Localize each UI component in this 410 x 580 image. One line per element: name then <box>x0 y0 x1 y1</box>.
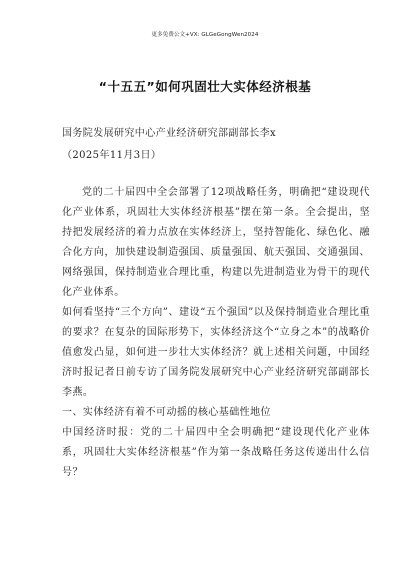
document-body <box>62 183 370 483</box>
header-note: 更多免费公文+VX: GLGeGongWen2024 <box>151 32 259 38</box>
document-title: “十五五”如何巩固壮大实体经济根基 <box>98 79 312 94</box>
paragraph-intro: 党的二十届四中全会部署了12项战略任务，明确把“建设现代化产业体系，巩固壮大实体经济根基”摆在第一条。全会提出，坚持把发展经济的着力点放在实体经济上，坚持智能化、绿色化、融合化方向，加快建设制造强国、质量强国、航天强国、交通强国、网络强国，保持制造业合理比重，构建以先进制造业为骨干的现代化产业体系。 <box>62 187 370 298</box>
paragraph-question: 如何看坚持“三个方向”、建设“五个强国”以及保持制造业合理比重的要求？在复杂的国际形势下，实体经济这个“立身之本”的战略价值愈发凸显，如何进一步壮大实体经济？就上述相关问题，中国经济时报记者日前专访了国务院发展研究中心产业经济研究部副部长李燕。 <box>62 307 370 398</box>
paragraph-interview: 中国经济时报：党的二十届四中全会明确把“建设现代化产业体系，巩固壮大实体经济根基”作为第一条战略任务这传递出什么信号？ <box>62 427 370 478</box>
author-line: 国务院发展研究中心产业经济研究部副部长李x <box>62 128 277 139</box>
section-heading: 一、实体经济有着不可动摇的核心基础性地位 <box>62 407 271 418</box>
date-line: （2025年11月3日） <box>62 150 162 161</box>
